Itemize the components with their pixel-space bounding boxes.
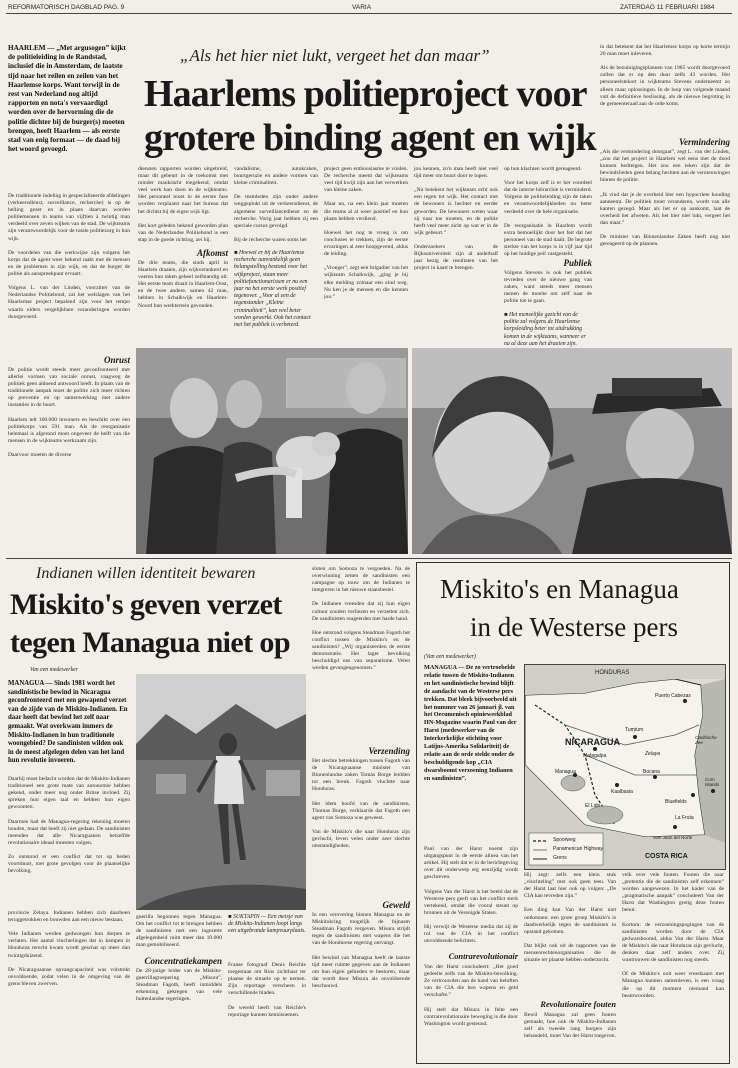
left-col1: Daarbij moet bedacht worden dat de Miskito-Indianen traditioneel een grote mate van autonomie hebben gekend, onder meer nog onder Britse invloed. Zij spreken hun eigen taal en hebben hun eigen gewoonten. Daarmee had de Managua-regering rekening moeten houden, maar dat heeft zij niet gedaan. De sandinisten meenden dat alle Nicaraguanen hetzelfde revolutionaire ideaal moesten volgen. Zo ontstond er een conflict dat tot op heden voortduurt, met grote gevolgen voor de plaatselijke bevolking. — [8, 776, 130, 875]
map-label-zelaya: Zelaya — [645, 751, 661, 757]
right-intro: MANAGUA — De zo vertroebelde relatie tussen de Miskito-Indianen en het sandinistische bewind blijft de aandacht van de Westerse pers trekken. Dat bleek bijvoorbeeld uit het nummer van 26 januari jl. van het Oecumenisch opinieweekblad HN-Magazine waarin Paul van der Harst (medewerker van de Interkerkelijke stichting voor Latijns-Amerika Solidariteit) de relatie aan de orde stelde onder de beschuldigende kop „CIA dwarsboomt verzoening Indianen en sandinisten”. — [424, 664, 517, 782]
photo1-caption: ■ Hoewel er bij de Haarlemse recherche aanvankelijk geen belangstelling bestond voor het wijkproject, staan meer politiefunctionarissen er nu een jaar na het eerste werk positief tegenover. „Voor al een de tegenstander „Kleine criminaliteit”, kan veel beter worden gewerkt. Ook het contact met het publiek is verbeterd. — [234, 250, 311, 329]
left-concentratie-heading: Concentratiekampen — [144, 956, 222, 966]
map-legend-border: Grens — [553, 855, 567, 861]
map-label-managua: Managua — [555, 769, 576, 775]
map-label-san-juan: San Juan del Norte — [653, 835, 693, 840]
section-rule — [6, 558, 732, 559]
map-label-sea: Caribische Zee — [695, 735, 717, 745]
top-publiek-text: Volgens Stevens is ook het publiek tevreden over de nieuwe gang van zaken, want steeds meer mensen nemen de moeite om zelf naar de politie toe te gaan. — [504, 270, 592, 305]
right-headline-line2: in de Westerse pers — [470, 612, 679, 642]
top-col5: jou kennen, zo'n man heeft niet veel tijd meer om buurt door te lopen. „Nu betekent het wijkteam echt ook een tegen tot wijk. Het contact met de bewoners is hechter en eerder geworden. De bewoners weten waar zij naar toe moeten, en de politie heeft veel meer zicht op wat er in de wijk gebeurt.” Onderzoekers van de Rijksuniversiteit zijn al anderhalf jaar bezig de resultaten van het project in kaart te brengen. — [414, 166, 498, 272]
top-col2: diensten rapporten worden uitgebreid, maar dit gebeurt in de toekomst met minder mankracht toegekend, omdat veel werk kan doen in de wijkteams. Het personeel moet in de eerste fase worden verplaatst naar het bureau dat het dichtst bij de eigen wijk ligt. Het kort geleden bekend geworden plan van de Nederlandse Politiebond is een stap in de goede richting, zei hij. — [138, 166, 228, 243]
right-revol-text: Bewil Managua zal geen fouten gemaakt, hoe ook de Miskito-Indianen zelf als tweede rang burgers zijn behandeld, moet Van der Harst toegeven. — [524, 1012, 616, 1040]
right-col2: Hij zegt: zelfs een klein stuk „vluchteling” met ook geen teen. Van der Harst laat hier ook op volgen: „De CIA kan tevreden zijn.” Een ding kan Van der Harst niet ontkennen: een grote groep Miskito's is daadwerkelijk tegen de sandinisten in opstand gekomen. Dat blijkt ook uit de rapporten van de mensenrechtenorganisaties die de situatie ter plaatse hebben onderzocht. — [524, 872, 616, 964]
right-col1: Paul van der Harst noemt zijn uitgangspunt in de eerste alinea van het artikel. Hij stelt dat er in de berichtgeving over dit onderwerp erg eenzijdig wordt geschreven. Volgens Van der Harst is het beeld dat de Westerse pers geeft van het conflict sterk vertekend, omdat die vooral steunt op bronnen uit de Verenigde Staten. Hij verwijt de Westerse media dat zij de rol van de CIA in het conflict onvoldoende belichten. — [424, 846, 518, 945]
photo3-caption: ■ SUKTAPIN — Een meisje van de Miskito-Indianen loopt langs een uitgebrande kampvuurplaats. — [228, 914, 306, 935]
map-label-honduras: HONDURAS — [595, 670, 630, 676]
top-headline-line2: grotere binding agent en wijk — [144, 117, 596, 159]
left-col4: Franse fotograaf Denis Reichle toegestaan om Rios zichtbaar ter plaatse de situatie op te nemen. Zijn reportage verscheen in verschillende bladen. De wereld heeft van Reichle's reportage kunnen kennisnemen. — [228, 962, 306, 1018]
right-headline-line1: Miskito's en Managua — [440, 574, 679, 604]
top-onrust-heading: Onrust — [103, 355, 130, 365]
mid-verzending-heading: Verzending — [368, 746, 410, 756]
map-label-tumtum: Tumtum — [625, 727, 644, 733]
left-byline: Van een medewerker — [30, 667, 78, 673]
map-label-kaalbasia: Kaalbasia — [611, 789, 633, 795]
left-col2: provincie Zelaya. Indianen hebben zich daarheen teruggetrokken en bouwden aan een nieuw bestaan. Vele Indianen werden gedwongen hun dorpen te verlaten. Het aantal vluchtelingen dat in kampen in Honduras terecht kwam wordt geschat op meer dan twintigduizend. De Nicaraguaanse opvangcapaciteit was volstrekt onvoldoende, zodat velen in de omgeving van de grens bleven zwerven. — [8, 910, 130, 987]
right-small-note: (Van een medewerker) — [424, 654, 476, 660]
top-col3: vandalisme, autokraken, buurtgeruzie en andere vormen van kleine criminaliteit. De teamleden zijn onder andere weggeplukt uit de verkeersdienst, de algemene surveillancedienst en de recherche. Vorig jaar hebben zij een speciale cursus gevolgd. Bij de recherche waren soms het — [234, 166, 318, 243]
map-legend-railway: Spoorweg — [553, 837, 576, 843]
right-contra-text: Van der Harst concludeert: „Het goed gedeelte zelfs van de Miskito-bevolking. Ze vertrouwden aan de hand van beloften van de CIA die hen wapens en geld verschafte.” Hij stelt dat Misura in feite een contrarevolutionaire beweging is die door Washington wordt gesteund. — [424, 964, 518, 1027]
map-label-puerto-cabezas: Puerto Cabezas — [655, 693, 691, 699]
map-label-corn-islands: Corn Islands — [705, 777, 720, 787]
map-legend-highway: Panamerican Highway — [553, 846, 604, 852]
top-afkomst-text: De drie teams, die sinds april in Haarlem draaien, zijn wijkverankerd en voeren hun taken geheel zelfstandig uit. Het eerste team draait in Haarlem-Oost, en de twee andere, samen 42 man, hebben in Schalkwijk en Haarlem-Noord hun werkterrein gevonden. — [138, 260, 228, 309]
map-label-matagalpa: Matagalpa — [583, 753, 607, 759]
mid-geweld-heading: Geweld — [382, 900, 410, 910]
top-col7: in dat betekent dat het Haarlemse korps op korte termijn 20 man moet inleveren. Als de bezuinigingsplannen van 1985 wordt doorgevoerd zullen dat er op den duur zelfs 43 worden. Het personeelstekort in wijkteams Stevens onderneemt zo alleen maar oplossingen. In de loop van volgende maand valt de definitieve beslissing, als de nieuwe begroting in de gemeenteraad aan de orde komt. — [600, 44, 730, 107]
photo-woman-officer — [412, 348, 732, 554]
map-label-bluefields: Bluefields — [665, 799, 687, 805]
top-headline-line1: Haarlems politieproject voor — [144, 73, 587, 115]
nicaragua-map — [524, 664, 726, 870]
map-label-el-lido: El Lido — [585, 803, 601, 809]
mid-text3: In een verovering binnen Managua en de Miskitokring mogelijk de bijnaam Steadman Fagoth vergeven. Misura strijdt tegen de sandinisten met wapens die het van de Hondurese regering ontvangt. Het bewind van Managua heeft de laatste tijd meer ruimte gegeven aan de Indianen om hun eigen gebieden te besturen, maar dat wordt door Misura als onvoldoende beschouwd. — [312, 912, 410, 989]
left-concentratie-text: De 28-jarige leider van de Miskito-guerrillagroepering „Misura”, Steadman Fagoth, heeft inmiddels erkenning gekregen van vele buitenlandse regeringen. — [136, 968, 222, 1003]
left-headline-line2: tegen Managua niet op — [10, 626, 290, 659]
top-intro: HAARLEM — „Met argusogen” kijkt de politieleiding in de Randstad, inclusief die in Amsterdam, de laatste tijd naar het reilen en zeilen van het Haarlemse korps. Want terwijl in de rest van Nederland nog altijd rapporten en nota's vervaardigd worden over de hervorming die de politie dichter bij de burger(s) moeten brengen, heeft Haarlem — als eerste stad van enig formaat — de daad bij het woord gevoegd. — [8, 44, 126, 154]
mid-text2: Het slechte betrekkingen tussen Fagoth van de Nicaraguaanse minister van Binnenlandse zaken Tomás Borge leidden tot een breuk. Fagoth vluchtte naar Honduras. Het idem hoofd van de sandinisten, Thomas Borge, verklaarde dat Fagoth een agent van Somoza was geweest. Van de Miskito's die naar Honduras zijn gevlucht, leven velen onder zeer slechte omstandigheden. — [312, 758, 410, 850]
header-left: REFORMATORISCH DAGBLAD PAG. 9 — [8, 4, 125, 11]
right-revol-heading: Revolutionaire fouten — [540, 1000, 616, 1009]
top-afkomst-heading: Afkomst — [196, 248, 228, 258]
photo-police-dog — [136, 348, 408, 554]
left-col3: guerilla begonnen tegen Managua. Om het conflict tot te brengen hebben de sandinisten met een ingezette afgelegenheid ruim meer dan 10.000 man gemobiliseerd. — [136, 914, 222, 949]
map-label-bocana: Bocana — [643, 769, 660, 775]
top-verminder-heading: Vermindering — [678, 137, 730, 147]
top-verminder-text: „Als die vermindering doorgaat”, zegt L. van der Linden, „zou dat het project in Haarlem wel eens met de dood kunnen bedreigen. Het zou een teken zijn dat de bewindslieden geen belang hechten aan de vernieuwingen binnen de politie. „Ik vind dat je de overheid hier een hypocriete houding aanneemt. De politiek moet veranderen, wordt van alle kanten gezegd. Maar als het er op aankomt, laat de overheid het afweten. Als het hier niet lukt, vergeet het dan maar.” De minister van Binnenlandse Zaken heeft nog niet gereageerd op de plannen. — [600, 149, 730, 248]
left-headline-line1: Miskito's geven verzet — [10, 588, 282, 621]
map-label-la-fruta: La Fruta — [675, 815, 694, 821]
left-kicker: Indianen willen identiteit bewaren — [36, 565, 256, 582]
photo2-caption: ■ Het menselijke gezicht van de politie zal volgens de Haarlemse korpsleiding beter tot uitdrukking komen in de wijkteams, wanneer er na al deze aan het draaien zijn. — [504, 312, 586, 347]
mid-text1: sloten om Somoza te vergoeden. Na de overwinning zetten de sandinisten een campagne op touw om de Indianen te integreren in het nieuwe staatsbestel. De Indianen vreesden dat zij hun eigen cultuur zouden verliezen en verzetten zich. De sandinisten reageerden met harde hand. Hoe ontstond volgens Steadman Fagoth het conflict tussen de Miskito's en de sandinisten? „Wij organiseerden de eerste demonstratie. Het lager bevolking beschuldigd ons van separatisme. Velen werden gevangengenomen.” — [312, 566, 410, 672]
left-intro: MANAGUA — Sinds 1981 wordt het sandinistische bewind in Nicaragua geconfronteerd met een gewapend verzet van de zijde van de Miskito-Indianen. En daar heeft dat bewind het zelf naar gemaakt. Wat overkwam immers de Miskito-Indianen in hun traditionele woongebied? De sandinisten wilden ook in de meest afgelegen delen van het land hun revolutie invoeren. — [8, 680, 128, 765]
map-label-costa-rica: COSTA RICA — [645, 853, 688, 860]
top-publiek-heading: Publiek — [563, 258, 592, 268]
right-col3: velk over vele fouten. Fouten die naar „pretentie die de sandinisten zelf erkennen” worden aangewezen. In het kader van de „pragmatische aanpak” concludeert Van der Harst dat Washington gretig deze fouten benut. Kortom: de verzoeningspogingen van de sandinisten worden door de CIA gedwarsboomd, aldus Van der Harst. Maar de Miskito's die naar Honduras zijn gevlucht, denken daar zelf anders over. Zij wantrouwen de sandinisten nog steeds. Of de Miskito's ooit weer vreedzaam met Managua kunnen samenleven, is een vraag die op dit moment niemand kan beantwoorden. — [622, 872, 724, 999]
photo-miskito-girl — [136, 674, 306, 910]
header-rule — [6, 13, 732, 14]
top-col1: De traditionele indeling in gespecialiseerde afdelingen (verkeersdienst, surveillance, recherche) is op de helling gezet en in plaats daarvan worden politiemensen in teams van vijftien à twintig man verdeeld over zeven wijken van de stad. De wijkteams zijn verantwoordelijk voor de totale politiezorg in hun wijk. De voordelen van die werkwijze zijn volgens het korps dat de agent weer bekend raakt met de mensen en de problemen in zijn wijk, en dat de burger de politie als aanspreekpunt ervaart. Volgens L. van der Linden, voorzitter van de Nederlandse Politiebond, zal het welslagen van het Haarlemse project bepalend zijn voor het tempo waarin elders vergelijkbare veranderingen worden doorgevoerd. — [8, 193, 130, 320]
top-col4: project geen enthousiasme te vinden. De recherche meent dat wijkteams veel tijd kwijt zijn aan het verwerken van kleine zaken. Maar nu, na een klein jaar moeten die teams al al weer positief en hun plaats hebben verdiend. Hoewel het nog te vroeg is om conclusies te trekken, zijn de eerste ervaringen al zeer hoopgevend, aldus de leiding. „Vroeger”, zegt een brigadier van het wijkteam Schalkwijk, „ging je bij elke melding zomaar een eind weg. Nu ken je de mensen en die kennen jou.” — [324, 166, 408, 300]
header-section: VARIA — [352, 4, 372, 11]
top-onrust-text: De politie wordt steeds meer geconfronteerd met allerlei vormen van sociale onrust, vaagweg de politiek geen aldoend antwoord heeft. In plaats van de traditionele aanpak moet de politie zich meer richten op preventie en op samenwerking met andere instanties in de buurt. Haarlem telt 160.000 inwoners en beschikt over een politiekorps van 591 man. Als de reorganisatie helemaal is afgerond moet ongeveer de helft van die mensen in de wijkteams werkzaam zijn. Daarvoor moeten de diverse — [8, 367, 130, 459]
map-label-nicaragua: NICARAGUA — [565, 737, 620, 747]
right-contra-heading: Contrarevolutionair — [448, 952, 518, 961]
header-date: ZATERDAG 11 FEBRUARI 1984 — [620, 4, 715, 11]
top-col6: op hun klachten wordt gereageerd. Voor het korps zelf is er het voordeel dat de interne hiërarchie is verminderd. Volgens de politieleiding zijn de taken en verantwoordelijkheden nu beter verdeeld over de hele organisatie. De reorganisatie in Haarlem wordt extra bemoeilijkt door het feit dat het personeel van de stad daalt. De begrote sterkte van het korps is in vijf jaar tijd op het huidige peil vastgesteld. — [504, 166, 592, 256]
top-kicker: „Als het hier niet lukt, vergeet het dan maar” — [180, 46, 490, 65]
